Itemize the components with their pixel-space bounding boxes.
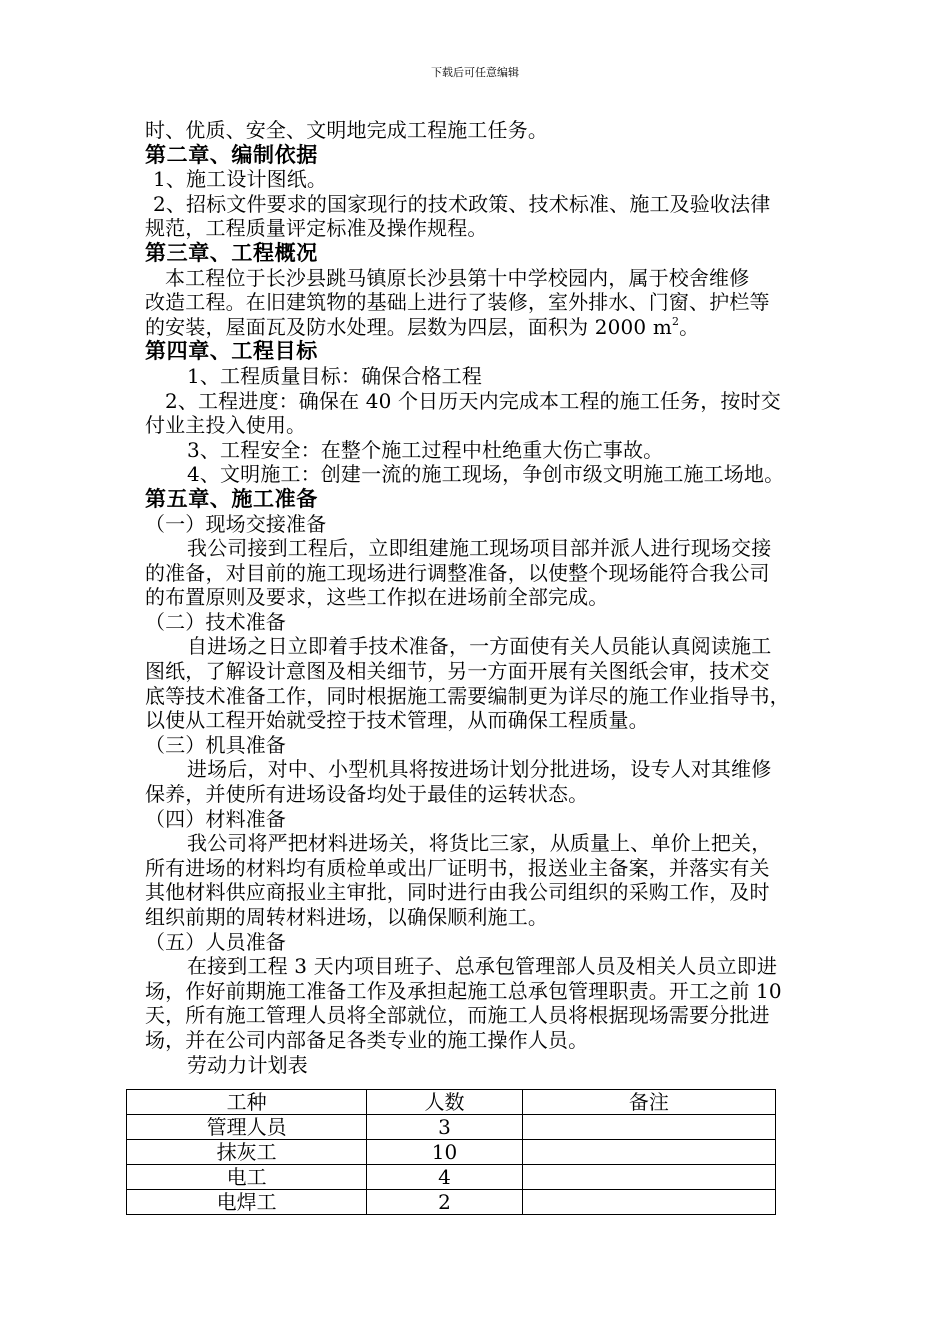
cell-remarks bbox=[522, 1140, 775, 1165]
paragraph-line: 1、施工设计图纸。 bbox=[153, 167, 328, 192]
section-heading: （一）现场交接准备 bbox=[145, 511, 327, 536]
paragraph-line: 进场后，对中、小型机具将按进场计划分批进场，设专人对其维修 bbox=[187, 757, 772, 782]
chapter-heading: 第三章、工程概况 bbox=[145, 239, 318, 265]
paragraph-line: 2、招标文件要求的国家现行的技术政策、技术标准、施工及验收法律 bbox=[153, 191, 771, 216]
area-text: 的安装，屋面瓦及防水处理。层数为四层，面积为 2000 m bbox=[145, 314, 672, 339]
cell-count: 2 bbox=[367, 1190, 523, 1215]
paragraph-line: 图纸，了解设计意图及相关细节，另一方面开展有关图纸会审，技术交 bbox=[145, 659, 770, 684]
table-header-row bbox=[127, 1090, 776, 1115]
paragraph-line: 天，所有施工管理人员将全部就位，而施工人员将根据现场需要分批进 bbox=[145, 1003, 770, 1028]
cell-trade: 管理人员 bbox=[127, 1115, 367, 1140]
paragraph-line: 保养，并使所有进场设备均处于最佳的运转状态。 bbox=[145, 782, 589, 807]
table-caption: 劳动力计划表 bbox=[187, 1052, 308, 1077]
cell-trade: 电工 bbox=[127, 1165, 367, 1190]
paragraph-line: 3、工程安全：在整个施工过程中杜绝重大伤亡事故。 bbox=[187, 437, 664, 462]
paragraph-line: 改造工程。在旧建筑物的基础上进行了装修，室外排水、门窗、护栏等 bbox=[145, 290, 770, 315]
chapter-heading: 第五章、施工准备 bbox=[145, 485, 318, 511]
paragraph-line: 2、工程进度：确保在 40 个日历天内完成本工程的施工任务，按时交 bbox=[165, 388, 781, 413]
header-cell-trade: 工种 bbox=[127, 1090, 367, 1115]
section-heading: （五）人员准备 bbox=[145, 929, 287, 954]
paragraph-line: 1、工程质量目标：确保合格工程 bbox=[187, 363, 482, 388]
cell-count: 3 bbox=[367, 1115, 523, 1140]
paragraph-line: 我公司将严把材料进场关，将货比三家，从质量上、单价上把关， bbox=[187, 831, 772, 856]
paragraph-line: 场，作好前期施工准备工作及承担起施工总承包管理职责。开工之前 10 bbox=[145, 978, 782, 1003]
paragraph-line: 的准备，对目前的施工现场进行调整准备，以使整个现场能符合我公司 bbox=[145, 560, 770, 585]
paragraph-line: 时、优质、安全、文明地完成工程施工任务。 bbox=[145, 118, 548, 142]
table-row bbox=[127, 1165, 776, 1190]
cell-trade: 电焊工 bbox=[127, 1190, 367, 1215]
document-body bbox=[145, 118, 860, 1077]
paragraph-line: 4、文明施工：创建一流的施工现场，争创市级文明施工施工场地。 bbox=[187, 462, 785, 487]
cell-trade: 抹灰工 bbox=[127, 1140, 367, 1165]
paragraph-line: 本工程位于长沙县跳马镇原长沙县第十中学校园内，属于校舍维修 bbox=[165, 265, 750, 290]
paragraph-line: 规范，工程质量评定标准及操作规程。 bbox=[145, 216, 488, 241]
paragraph-line: 以使从工程开始就受控于技术管理，从而确保工程质量。 bbox=[145, 708, 649, 733]
paragraph-line: 我公司接到工程后，立即组建施工现场项目部并派人进行现场交接 bbox=[187, 536, 772, 561]
paragraph-line: 付业主投入使用。 bbox=[145, 413, 307, 438]
paragraph-line bbox=[145, 315, 860, 340]
table-row bbox=[127, 1140, 776, 1165]
cell-remarks bbox=[522, 1165, 775, 1190]
cell-count: 4 bbox=[367, 1165, 523, 1190]
labor-plan-table bbox=[126, 1089, 776, 1215]
paragraph-line: 在接到工程 3 天内项目班子、总承包管理部人员及相关人员立即进 bbox=[187, 954, 778, 979]
table-row bbox=[127, 1115, 776, 1140]
paragraph-line: 场，并在公司内部备足各类专业的施工操作人员。 bbox=[145, 1027, 589, 1052]
section-heading: （三）机具准备 bbox=[145, 732, 287, 757]
chapter-heading: 第四章、工程目标 bbox=[145, 338, 318, 364]
cell-remarks bbox=[522, 1115, 775, 1140]
cell-count: 10 bbox=[367, 1140, 523, 1165]
header-cell-remarks: 备注 bbox=[522, 1090, 775, 1115]
section-heading: （四）材料准备 bbox=[145, 806, 287, 831]
page-header: 下载后可任意编辑 bbox=[431, 66, 519, 79]
paragraph-line: 其他材料供应商报业主审批，同时进行由我公司组织的采购工作，及时 bbox=[145, 880, 770, 905]
period-text: 。 bbox=[679, 314, 700, 339]
cell-remarks bbox=[522, 1190, 775, 1215]
paragraph-line: 所有进场的材料均有质检单或出厂证明书，报送业主备案，并落实有关 bbox=[145, 855, 770, 880]
paragraph-line: 的布置原则及要求，这些工作拟在进场前全部完成。 bbox=[145, 585, 609, 610]
table-row bbox=[127, 1190, 776, 1215]
chapter-heading: 第二章、编制依据 bbox=[145, 141, 318, 167]
header-cell-count: 人数 bbox=[367, 1090, 523, 1115]
paragraph-line: 底等技术准备工作，同时根据施工需要编制更为详尽的施工作业指导书， bbox=[145, 683, 790, 708]
paragraph-line: 自进场之日立即着手技术准备，一方面使有关人员能认真阅读施工 bbox=[187, 634, 772, 659]
section-heading: （二）技术准备 bbox=[145, 609, 287, 634]
paragraph-line: 组织前期的周转材料进场，以确保顺利施工。 bbox=[145, 905, 548, 929]
superscript-unit: 2 bbox=[671, 314, 680, 328]
